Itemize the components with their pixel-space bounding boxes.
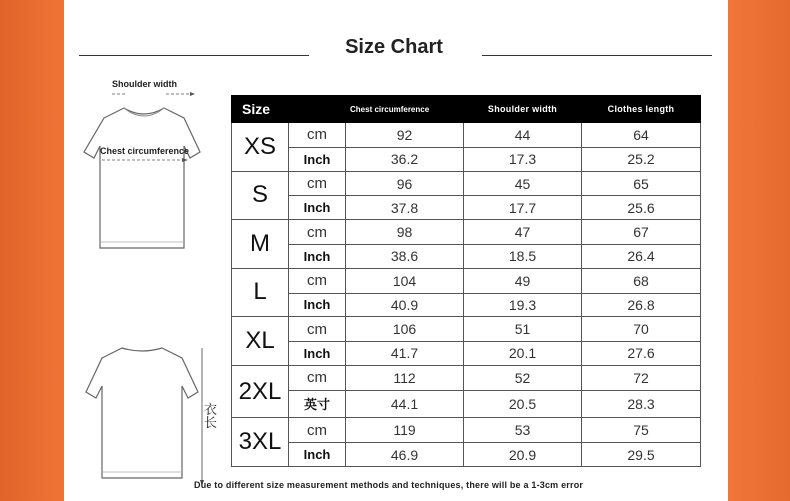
cm-value: 92 — [346, 123, 464, 148]
cm-value: 52 — [464, 365, 582, 390]
orange-background-left — [0, 0, 64, 501]
size-label: XS — [232, 123, 289, 172]
inch-value: 20.9 — [464, 443, 582, 467]
inch-value: 20.5 — [464, 390, 582, 418]
table-row-3xl-inch — [232, 443, 701, 467]
inch-value: 41.7 — [346, 342, 464, 366]
cm-value: 75 — [582, 418, 701, 443]
table-row-xs-inch — [232, 147, 701, 171]
table-row-xl-cm — [232, 317, 701, 342]
unit-cm: cm — [289, 317, 346, 342]
header-length: Clothes length — [582, 96, 701, 123]
cm-value: 65 — [582, 171, 701, 196]
cm-value: 106 — [346, 317, 464, 342]
table-row-m-cm — [232, 220, 701, 245]
inch-value: 17.7 — [464, 196, 582, 220]
unit-inch: Inch — [289, 196, 346, 220]
title-rule-left — [79, 55, 309, 56]
unit-inch: Inch — [289, 147, 346, 171]
unit-inch: 英寸 — [289, 390, 346, 418]
header-size: Size — [232, 96, 346, 123]
cm-value: 45 — [464, 171, 582, 196]
unit-inch: Inch — [289, 443, 346, 467]
header-chest: Chest circumference — [346, 96, 464, 123]
inch-value: 38.6 — [346, 245, 464, 269]
size-label: XL — [232, 317, 289, 366]
inch-value: 46.9 — [346, 443, 464, 467]
cm-value: 70 — [582, 317, 701, 342]
size-label: M — [232, 220, 289, 269]
chest-circumference-label: Chest circumference — [100, 146, 190, 156]
inch-value: 18.5 — [464, 245, 582, 269]
page-title: Size Chart — [345, 36, 443, 58]
cm-value: 47 — [464, 220, 582, 245]
unit-inch: Inch — [289, 293, 346, 317]
inch-value: 29.5 — [582, 443, 701, 467]
header-shoulder: Shoulder width — [464, 96, 582, 123]
cm-value: 49 — [464, 268, 582, 293]
cm-value: 72 — [582, 365, 701, 390]
cm-value: 44 — [464, 123, 582, 148]
table-row-m-inch — [232, 245, 701, 269]
inch-value: 27.6 — [582, 342, 701, 366]
unit-cm: cm — [289, 418, 346, 443]
unit-cm: cm — [289, 365, 346, 390]
table-row-2xl-cm — [232, 365, 701, 390]
table-row-3xl-cm — [232, 418, 701, 443]
unit-inch: Inch — [289, 245, 346, 269]
size-table — [231, 95, 701, 467]
inch-value: 36.2 — [346, 147, 464, 171]
table-header-row — [232, 96, 701, 123]
table-row-s-inch — [232, 196, 701, 220]
table-row-l-cm — [232, 268, 701, 293]
inch-value: 20.1 — [464, 342, 582, 366]
unit-cm: cm — [289, 220, 346, 245]
inch-value: 26.8 — [582, 293, 701, 317]
size-label: S — [232, 171, 289, 220]
unit-cm: cm — [289, 171, 346, 196]
unit-cm: cm — [289, 123, 346, 148]
orange-background-right — [728, 0, 790, 501]
cm-value: 67 — [582, 220, 701, 245]
clothes-length-label: 衣长 — [204, 402, 218, 430]
inch-value: 37.8 — [346, 196, 464, 220]
unit-cm: cm — [289, 268, 346, 293]
cm-value: 53 — [464, 418, 582, 443]
tshirt-front-icon — [72, 90, 232, 255]
cm-value: 96 — [346, 171, 464, 196]
cm-value: 68 — [582, 268, 701, 293]
inch-value: 44.1 — [346, 390, 464, 418]
cm-value: 112 — [346, 365, 464, 390]
table-row-xs-cm — [232, 123, 701, 148]
inch-value: 17.3 — [464, 147, 582, 171]
footnote: Due to different size measurement methods and techniques, there will be a 1-3cm error — [194, 480, 584, 490]
table-row-xl-inch — [232, 342, 701, 366]
size-label: 2XL — [232, 365, 289, 418]
inch-value: 40.9 — [346, 293, 464, 317]
table-row-l-inch — [232, 293, 701, 317]
table-row-2xl-inch — [232, 390, 701, 418]
cm-value: 98 — [346, 220, 464, 245]
cm-value: 64 — [582, 123, 701, 148]
inch-value: 19.3 — [464, 293, 582, 317]
inch-value: 25.2 — [582, 147, 701, 171]
size-label: L — [232, 268, 289, 317]
shoulder-width-label: Shoulder width — [112, 79, 177, 89]
inch-value: 26.4 — [582, 245, 701, 269]
title-rule-right — [482, 55, 712, 56]
cm-value: 51 — [464, 317, 582, 342]
inch-value: 28.3 — [582, 390, 701, 418]
cm-value: 119 — [346, 418, 464, 443]
unit-inch: Inch — [289, 342, 346, 366]
table-row-s-cm — [232, 171, 701, 196]
size-label: 3XL — [232, 418, 289, 467]
inch-value: 25.6 — [582, 196, 701, 220]
cm-value: 104 — [346, 268, 464, 293]
